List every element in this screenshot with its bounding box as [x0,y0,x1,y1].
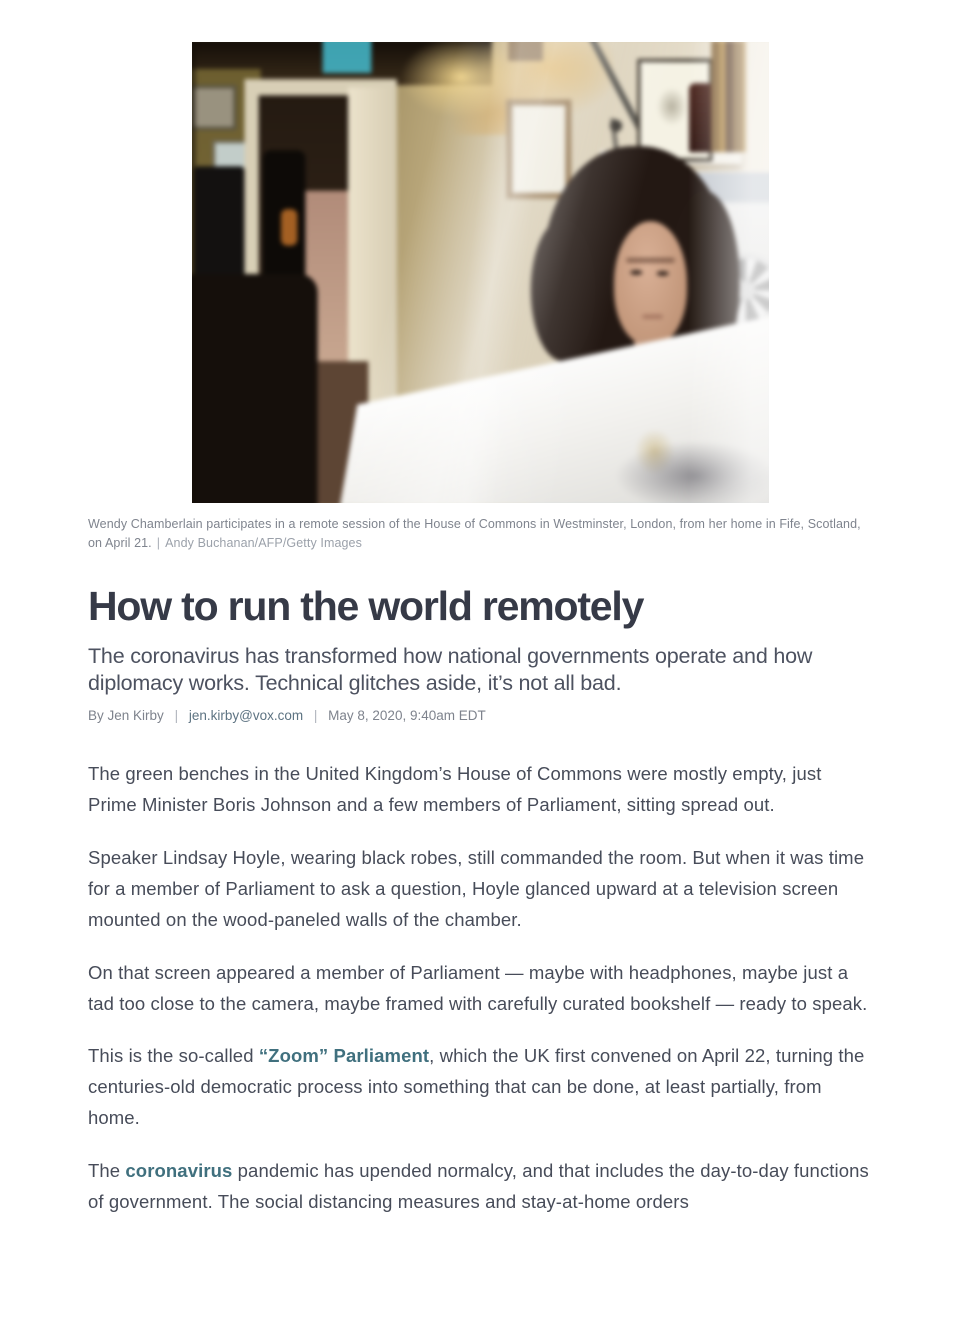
paragraph-text: Speaker Lindsay Hoyle, wearing black robes, still commanded the room. But when it was time for a member of Parliament to ask a question, Hoyle glanced upward at a television screen mounted on the wood-paneled walls of the chamber. [88,846,865,930]
paragraph-text: pandemic has upended normalcy, and that includes the day-to-day functions of government. The social distancing measures and stay-at-home orders [88,1160,869,1212]
caption-separator: | [156,536,161,551]
paragraph-text: This is the so-called [88,1045,259,1067]
paragraph [88,958,872,1020]
paragraph [88,1041,872,1134]
paragraph-text: On that screen appeared a member of Parliament — maybe with headphones, maybe just a tad too close to the camera, maybe framed with carefully curated bookshelf — ready to speak. [88,961,868,1014]
byline-separator: | [174,708,179,724]
caption-text: Wendy Chamberlain participates in a remote session of the House of Commons in Westminster, London, from her home in Fife, Scotland, on April 21. [88,517,861,551]
headline: How to run the world remotely [88,582,644,629]
paragraph-text: The [88,1160,126,1182]
article-figure [88,42,872,554]
dek: The coronavirus has transformed how national governments operate and how diplomacy works. Technical glitches aside, it’s not all bad. [88,643,813,695]
byline [88,708,872,723]
photo-vignette [192,42,769,503]
paragraph-text: The green benches in the United Kingdom’s House of Commons were mostly empty, just Prime Minister Boris Johnson and a few members of Parliament, sitting spread out. [88,763,822,816]
inline-link[interactable]: “Zoom” Parliament [258,1045,430,1067]
article-body [88,759,872,1218]
byline-prefix: By [88,708,104,724]
inline-link[interactable]: coronavirus [125,1160,233,1182]
publish-date: May 8, 2020, 9:40am EDT [328,708,486,724]
photo-caption [88,515,872,554]
paragraph [88,843,872,936]
article-page [88,42,872,1218]
photo-credit: Andy Buchanan/AFP/Getty Images [165,536,362,551]
byline-separator-2: | [313,708,318,724]
article-photo [192,42,769,503]
paragraph [88,759,872,821]
author-link[interactable]: Jen Kirby [107,708,164,724]
paragraph [88,1156,872,1218]
author-email-link[interactable]: jen.kirby@vox.com [188,708,304,724]
paragraph-text: , which the UK first convened on April 22, turning the centuries-old democratic process into something that can be done, at least partially, from home. [88,1045,865,1129]
